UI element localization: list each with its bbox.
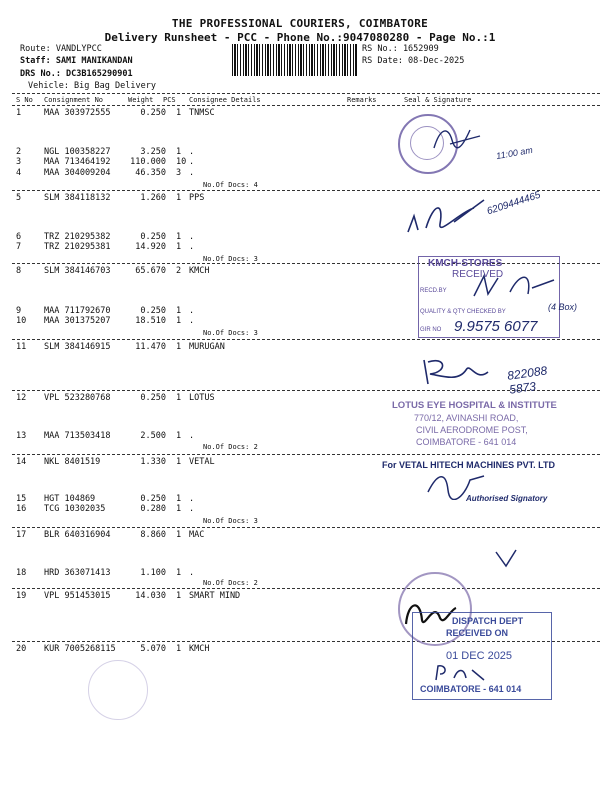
- row-consignment-no: MAA 301375207: [44, 316, 111, 326]
- row-sno: 15: [16, 494, 27, 504]
- vetal-stamp-line1: For VETAL HITECH MACHINES PVT. LTD: [382, 460, 556, 470]
- row-pcs: 1: [176, 316, 182, 326]
- mac-mark: [492, 546, 520, 570]
- row-sno: 7: [16, 242, 22, 252]
- dispatch-received-on: RECEIVED ON: [446, 628, 509, 638]
- col-pcs: PCS: [163, 96, 176, 104]
- group-separator-rule: [12, 339, 600, 340]
- row-consignment-no: MAA 711792670: [44, 306, 111, 316]
- row-weight: 1.260: [140, 193, 166, 203]
- row-continuation-dot: .: [189, 431, 195, 441]
- row-sno: 5: [16, 193, 22, 203]
- company-title: THE PROFESSIONAL COURIERS, COIMBATORE: [171, 17, 429, 30]
- group-separator-rule: [12, 454, 600, 455]
- row-sno: 1: [16, 108, 22, 118]
- route-label: Route: VANDLYPCC: [20, 44, 102, 54]
- row-weight: 1.330: [140, 457, 166, 467]
- row-consignee: KMCH: [189, 266, 210, 276]
- row-weight: 0.250: [140, 232, 166, 242]
- row-continuation-dot: .: [189, 157, 195, 167]
- row-continuation-dot: .: [189, 242, 195, 252]
- row-sno: 11: [16, 342, 27, 352]
- kmch-grn-value: 9.9575 6077: [454, 318, 538, 335]
- row-pcs: 1: [176, 193, 182, 203]
- row-continuation-dot: .: [189, 306, 195, 316]
- row-continuation-dot: .: [189, 504, 195, 514]
- row-consignee: TNMSC: [189, 108, 215, 118]
- lotus-stamp-line3: CIVIL AERODROME POST,: [416, 425, 528, 435]
- row-consignment-no: NKL 8401519: [44, 457, 101, 467]
- row-pcs: 1: [176, 568, 182, 578]
- row-continuation-dot: .: [189, 147, 195, 157]
- row-weight: 65.670: [135, 266, 166, 276]
- kmch-recd-by: RECD.BY: [420, 288, 447, 294]
- dispatch-city: COIMBATORE - 641 014: [420, 684, 522, 694]
- row-sno: 14: [16, 457, 27, 467]
- row-consignment-no: TCG 10302035: [44, 504, 106, 514]
- pps-phone-note: 6209444465: [485, 189, 542, 218]
- row-pcs: 1: [176, 457, 182, 467]
- group-docs-count: No.Of Docs: 3: [203, 517, 258, 525]
- header-bottom-rule: [12, 105, 600, 106]
- murugan-signature: [418, 352, 498, 392]
- row-consignee: LOTUS: [189, 393, 215, 403]
- row-sno: 4: [16, 168, 22, 178]
- barcode-image: [232, 44, 358, 76]
- row-consignment-no: HRD 363071413: [44, 568, 111, 578]
- row-consignee: SMART MIND: [189, 591, 241, 601]
- col-remarks: Remarks: [347, 96, 377, 104]
- col-consignment: Consignment No: [44, 96, 104, 104]
- group-separator-rule: [12, 527, 600, 528]
- row-consignment-no: MAA 303972555: [44, 108, 111, 118]
- row-consignment-no: NGL 100358227: [44, 147, 111, 157]
- row-pcs: 1: [176, 108, 182, 118]
- vetal-stamp-line2: Authorised Signatory: [466, 494, 548, 503]
- dispatch-date: 01 DEC 2025: [446, 650, 513, 662]
- row-pcs: 1: [176, 530, 182, 540]
- row-pcs: 1: [176, 431, 182, 441]
- vehicle-label: Vehicle: Big Bag Delivery: [28, 81, 156, 91]
- dispatch-dept-label: DISPATCH DEPT: [452, 616, 524, 626]
- row-consignment-no: VPL 523280768: [44, 393, 111, 403]
- row-consignee: KMCH: [189, 644, 210, 654]
- row-sno: 2: [16, 147, 22, 157]
- faint-round-stamp: [88, 660, 148, 720]
- row-sno: 8: [16, 266, 22, 276]
- row-consignment-no: MAA 304009204: [44, 168, 111, 178]
- row-weight: 46.350: [135, 168, 166, 178]
- row-weight: 110.000: [130, 157, 166, 167]
- row-weight: 0.250: [140, 494, 166, 504]
- staff-label: Staff: SAMI MANIKANDAN: [20, 56, 133, 66]
- row-weight: 18.510: [135, 316, 166, 326]
- row-weight: 0.250: [140, 306, 166, 316]
- row-consignment-no: BLR 640316904: [44, 530, 111, 540]
- row-continuation-dot: .: [189, 168, 195, 178]
- row-continuation-dot: .: [189, 316, 195, 326]
- row-consignment-no: MAA 713503418: [44, 431, 111, 441]
- row-consignment-no: VPL 951453015: [44, 591, 111, 601]
- row-weight: 1.100: [140, 568, 166, 578]
- row-weight: 3.250: [140, 147, 166, 157]
- row-weight: 0.250: [140, 393, 166, 403]
- col-sno: S No: [16, 96, 33, 104]
- group-docs-count: No.Of Docs: 3: [203, 329, 258, 337]
- row-sno: 20: [16, 644, 27, 654]
- row-consignment-no: TRZ 210295382: [44, 232, 111, 242]
- row-pcs: 10: [176, 157, 187, 167]
- row-pcs: 1: [176, 504, 182, 514]
- col-weight: Weight: [128, 96, 154, 104]
- row-consignment-no: SLM 384118132: [44, 193, 111, 203]
- runsheet-subtitle: Delivery Runsheet - PCC - Phone No.:9047080280 - Page No.:1: [104, 31, 496, 44]
- kmch-stamp-received: RECEIVED: [452, 269, 504, 280]
- row-sno: 6: [16, 232, 22, 242]
- row-pcs: 1: [176, 147, 182, 157]
- row-pcs: 3: [176, 168, 182, 178]
- row-weight: 14.920: [135, 242, 166, 252]
- pps-signature: [404, 192, 494, 240]
- table-top-rule: [12, 93, 600, 94]
- row-sno: 9: [16, 306, 22, 316]
- row-pcs: 1: [176, 494, 182, 504]
- murugan-phone-note: 822088 5873: [506, 363, 548, 397]
- row-weight: 2.500: [140, 431, 166, 441]
- dispatch-signature: [432, 662, 492, 684]
- row-consignee: PPS: [189, 193, 205, 203]
- lotus-stamp-line1: LOTUS EYE HOSPITAL & INSTITUTE: [392, 400, 557, 411]
- row-pcs: 1: [176, 232, 182, 242]
- row-pcs: 1: [176, 342, 182, 352]
- rs-number: RS No.: 1652909: [362, 44, 439, 54]
- kmch-grn-label: GIR NO: [420, 327, 442, 333]
- group-docs-count: No.Of Docs: 2: [203, 579, 258, 587]
- kmch-stamp-title: KMCH-STORES: [428, 258, 503, 269]
- tnmsc-time-note: 11:00 am: [495, 144, 534, 162]
- group-docs-count: No.Of Docs: 2: [203, 443, 258, 451]
- row-consignment-no: MAA 713464192: [44, 157, 111, 167]
- row-sno: 17: [16, 530, 27, 540]
- row-pcs: 1: [176, 306, 182, 316]
- group-docs-count: No.Of Docs: 3: [203, 255, 258, 263]
- row-weight: 0.280: [140, 504, 166, 514]
- row-continuation-dot: .: [189, 232, 195, 242]
- rs-date: RS Date: 08-Dec-2025: [362, 56, 465, 66]
- row-consignee: MURUGAN: [189, 342, 225, 352]
- row-pcs: 1: [176, 393, 182, 403]
- group-docs-count: No.Of Docs: 4: [203, 181, 258, 189]
- row-weight: 14.030: [135, 591, 166, 601]
- lotus-stamp-line4: COIMBATORE - 641 014: [416, 437, 517, 447]
- row-pcs: 2: [176, 266, 182, 276]
- row-consignee: MAC: [189, 530, 205, 540]
- kmch-qty-note: (4 Box): [548, 302, 578, 312]
- row-continuation-dot: .: [189, 568, 195, 578]
- row-consignment-no: SLM 384146915: [44, 342, 111, 352]
- row-consignment-no: KUR 7005268115: [44, 644, 116, 654]
- group-separator-rule: [12, 190, 600, 191]
- row-weight: 0.250: [140, 108, 166, 118]
- row-sno: 13: [16, 431, 27, 441]
- row-sno: 16: [16, 504, 27, 514]
- lotus-stamp-line2: 770/12, AVINASHI ROAD,: [414, 413, 519, 423]
- row-weight: 5.070: [140, 644, 166, 654]
- group-separator-rule: [12, 588, 600, 589]
- row-continuation-dot: .: [189, 494, 195, 504]
- row-weight: 11.470: [135, 342, 166, 352]
- kmch-signature: [470, 270, 560, 304]
- row-consignment-no: TRZ 210295381: [44, 242, 111, 252]
- tnmsc-signature: [430, 118, 490, 158]
- row-sno: 12: [16, 393, 27, 403]
- col-consignee: Consignee Details: [189, 96, 261, 104]
- kmch-quality-checked: QUALITY & QTY CHECKED BY: [420, 309, 506, 315]
- row-sno: 10: [16, 316, 27, 326]
- row-sno: 18: [16, 568, 27, 578]
- col-seal-signature: Seal & Signature: [404, 96, 472, 104]
- row-consignee: VETAL: [189, 457, 215, 467]
- row-pcs: 1: [176, 644, 182, 654]
- drs-number: DRS No.: DC3B165290901: [20, 69, 133, 79]
- row-sno: 19: [16, 591, 27, 601]
- row-pcs: 1: [176, 591, 182, 601]
- row-weight: 8.860: [140, 530, 166, 540]
- row-pcs: 1: [176, 242, 182, 252]
- row-consignment-no: SLM 384146703: [44, 266, 111, 276]
- row-consignment-no: HGT 104869: [44, 494, 96, 504]
- row-sno: 3: [16, 157, 22, 167]
